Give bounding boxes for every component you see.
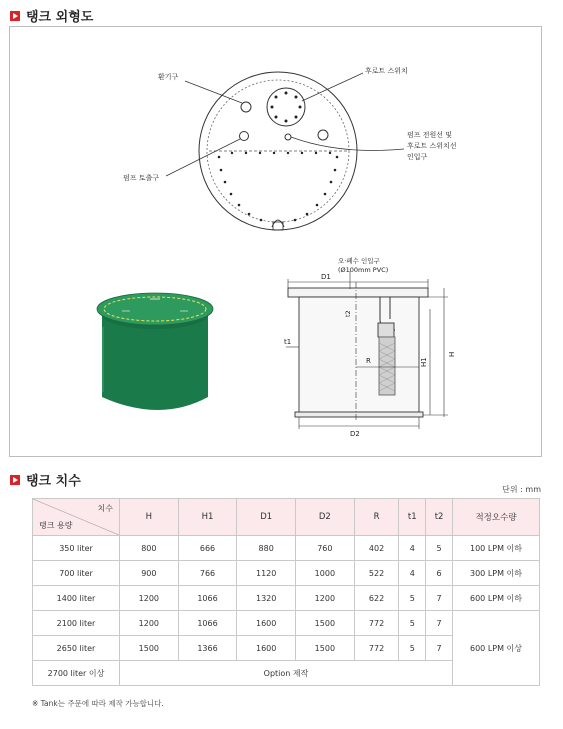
- cell-option: Option 제작: [120, 661, 453, 686]
- cell-r: 522: [354, 561, 399, 586]
- arrow-square-icon: [10, 475, 20, 485]
- cell-r: 772: [354, 611, 399, 636]
- cell-capacity: 1400 liter: [33, 586, 120, 611]
- label-pump-wire-1: 펌프 전원선 및: [407, 131, 453, 139]
- tank-drawing: [10, 27, 541, 456]
- cell-h1: 1066: [178, 611, 237, 636]
- label-pump-wire-2: 후로트 스위치선: [407, 142, 457, 150]
- tank-3d-illustration: [97, 293, 213, 410]
- table-row: [33, 586, 540, 611]
- label-float-switch: 후로트 스위치: [365, 67, 408, 75]
- cell-h: 1200: [120, 586, 179, 611]
- header-d2: D2: [296, 499, 355, 536]
- cell-t2: 7: [426, 611, 453, 636]
- cell-t1: 5: [399, 586, 426, 611]
- cell-flow-merged: 600 LPM 이상: [453, 611, 540, 686]
- cell-d1: 1320: [237, 586, 296, 611]
- label-pump-outlet: 펌프 토출구: [123, 174, 160, 182]
- cell-d2: 1200: [296, 586, 355, 611]
- cell-h: 900: [120, 561, 179, 586]
- table-header-row: [33, 499, 540, 536]
- cell-t2: 7: [426, 636, 453, 661]
- dim-h: H: [448, 351, 456, 357]
- dim-t1: t1: [284, 338, 292, 346]
- section-title-dimensions: [10, 470, 81, 489]
- dimensions-table: [32, 498, 540, 686]
- header-t1: t1: [399, 499, 426, 536]
- cell-r: 402: [354, 536, 399, 561]
- dim-d1: D1: [321, 273, 331, 281]
- label-pump-wire-3: 인입구: [407, 153, 428, 161]
- cell-h1: 666: [178, 536, 237, 561]
- cell-t2: 6: [426, 561, 453, 586]
- dim-t2: t2: [344, 310, 352, 317]
- cell-h: 800: [120, 536, 179, 561]
- dim-r: R: [366, 357, 371, 365]
- cell-h: 1200: [120, 611, 179, 636]
- section-view: [286, 271, 448, 429]
- cell-t1: 5: [399, 611, 426, 636]
- dim-d2: D2: [350, 430, 360, 438]
- table-row: [33, 561, 540, 586]
- cell-r: 772: [354, 636, 399, 661]
- arrow-square-icon: [10, 11, 20, 21]
- cell-t1: 4: [399, 536, 426, 561]
- cell-h1: 1366: [178, 636, 237, 661]
- unit-label: 단위 : mm: [502, 485, 541, 494]
- corner-top-label: 치수: [97, 504, 113, 513]
- cell-h1: 766: [178, 561, 237, 586]
- section-title-outline: [10, 6, 93, 25]
- cell-t2: 5: [426, 536, 453, 561]
- corner-bottom-label: 탱크 용량: [39, 521, 73, 530]
- footnote: ※ Tank는 주문에 따라 제작 가능합니다.: [32, 699, 164, 708]
- cell-t1: 5: [399, 636, 426, 661]
- table-row: [33, 536, 540, 561]
- cell-t1: 4: [399, 561, 426, 586]
- table-row: [33, 611, 540, 636]
- header-corner: [33, 499, 120, 536]
- header-d1: D1: [237, 499, 296, 536]
- section-title-text: 탱크 외형도: [26, 10, 94, 25]
- cell-flow: 300 LPM 이하: [453, 561, 540, 586]
- cell-t2: 7: [426, 586, 453, 611]
- cell-d1: 1120: [237, 561, 296, 586]
- label-vent: 환기구: [158, 73, 179, 81]
- cell-d2: 1500: [296, 611, 355, 636]
- cell-d1: 880: [237, 536, 296, 561]
- cell-capacity: 700 liter: [33, 561, 120, 586]
- section-title-text: 탱크 치수: [26, 474, 81, 489]
- cell-h: 1500: [120, 636, 179, 661]
- cell-flow: 100 LPM 이하: [453, 536, 540, 561]
- cell-d2: 760: [296, 536, 355, 561]
- cell-capacity: 2100 liter: [33, 611, 120, 636]
- header-t2: t2: [426, 499, 453, 536]
- header-r: R: [354, 499, 399, 536]
- cell-capacity: 2650 liter: [33, 636, 120, 661]
- cell-d1: 1600: [237, 611, 296, 636]
- cell-r: 622: [354, 586, 399, 611]
- label-inlet-1: 오·폐수 인입구: [338, 257, 380, 265]
- cell-d1: 1600: [237, 636, 296, 661]
- cell-capacity: 2700 liter 이상: [33, 661, 120, 686]
- header-h: H: [120, 499, 179, 536]
- cell-d2: 1000: [296, 561, 355, 586]
- dim-h1: H1: [420, 357, 428, 367]
- tank-outline-diagram: [9, 26, 542, 457]
- header-flow: 적정오수량: [453, 499, 540, 536]
- header-h1: H1: [178, 499, 237, 536]
- cell-flow: 600 LPM 이하: [453, 586, 540, 611]
- cell-d2: 1500: [296, 636, 355, 661]
- label-inlet-2: (Ø100mm PVC): [338, 266, 389, 274]
- cell-capacity: 350 liter: [33, 536, 120, 561]
- cell-h1: 1066: [178, 586, 237, 611]
